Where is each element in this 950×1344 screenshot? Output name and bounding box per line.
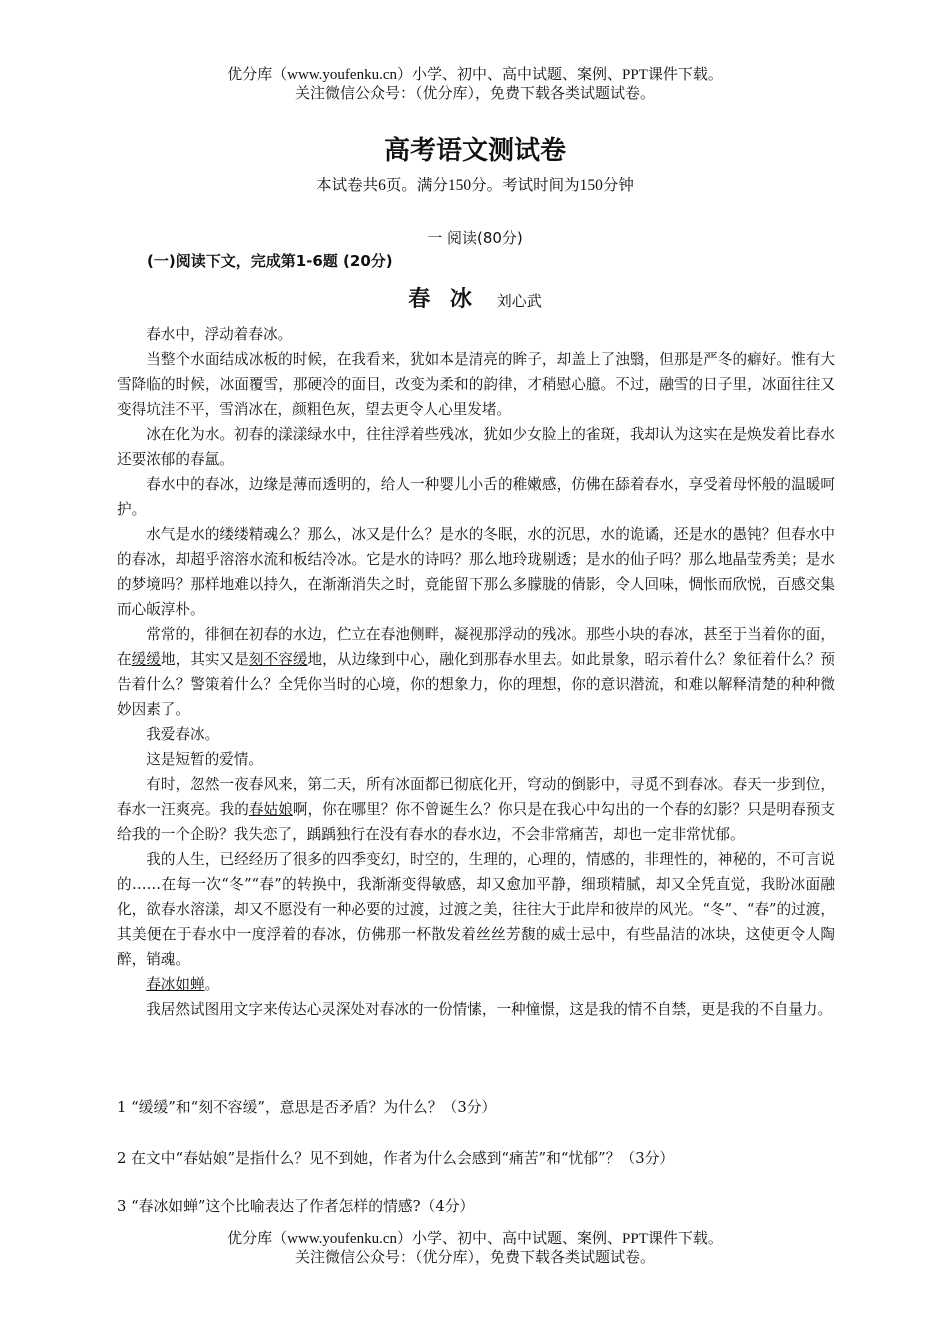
paragraph-text: 常常的，徘徊在初春的水边，伫立在春池侧畔，凝视那浮动的残冰。那些小块的春冰，甚至于当着你的面，在 (117, 626, 835, 668)
paragraph: 春水中的春冰，边缘是薄而透明的，给人一种婴儿小舌的稚嫩感，仿佛在舔着春水，享受着母怀般的温暖呵护。 (117, 476, 835, 518)
underlined-phrase: 春冰如蝉 (146, 976, 205, 993)
paragraph: 当整个水面结成冰板的时候，在我看来，犹如本是清亮的眸子，却盖上了浊翳，但那是严冬的癖好。惟有大雪降临的时候，冰面覆雪，那硬冷的面目，改变为柔和的韵律，才稍慰心臆。不过，融雪的日子里，冰面往往又变得坑洼不平，雪消冰在，颜粗色灰，望去更令人心里发堵。 (117, 351, 835, 418)
paragraph-text: 地，其实又是 (160, 651, 249, 668)
footer-banner (0, 1230, 950, 1268)
header-line-2: 关注微信公众号：（优分库），免费下载各类试题试卷。 (294, 86, 655, 102)
question-3: 3 “春冰如蝉”这个比喻表达了作者怎样的情感?（4分） (117, 1198, 475, 1215)
article-body (117, 322, 835, 1022)
question-2: 2 在文中“春姑娘”是指什么？见不到她，作者为什么会感到“痛苦”和“忧郁”？（3分） (117, 1150, 675, 1167)
paragraph: 春水中，浮动着春冰。 (146, 326, 293, 343)
paragraph-text: 。 (204, 976, 220, 993)
paragraph: 水气是水的缕缕精魂么？那么，冰又是什么？是水的冬眠，水的沉思，水的诡谲，还是水的愚钝？但春水中的春冰，却超乎溶溶水流和板结冷冰。它是水的诗吗？那么地玲珑剔透；是水的仙子吗？那么地晶莹秀美；是水的梦境吗？那样地难以持久，在渐渐消失之时，竟能留下那么多朦胧的倩影，令人回味，惆怅而欣悦，百感交集而心皈淳朴。 (117, 526, 835, 618)
section-heading: 一 阅读(80分) (427, 229, 523, 247)
paragraph-text: 啊，你在哪里？你不曾诞生么？你只是在我心中勾出的一个春的幻影？只是明春预支给我的一个企盼？我失恋了，踽踽独行在没有春水的春水边，不会非常痛苦，却也一定非常忧郁。 (117, 801, 835, 843)
underlined-phrase: 春姑娘 (248, 801, 293, 818)
paragraph (117, 772, 835, 847)
footer-line-1: 优分库（www.youfenku.cn）小学、初中、高中试题、案例、PPT课件下载。 (227, 1231, 723, 1247)
article-author: 刘心武 (496, 292, 542, 310)
paragraph-text: 地，从边缘到中心，融化到那春水里去。如此景象，昭示着什么？象征着什么？预告着什么？警策着什么？全凭你当时的心境，你的想象力，你的理想，你的意识潜流，和难以解释清楚的种种微妙因素了。 (117, 651, 835, 718)
header-line-1: 优分库（www.youfenku.cn）小学、初中、高中试题、案例、PPT课件下载。 (227, 67, 723, 83)
underlined-phrase: 刻不容缓 (248, 651, 308, 668)
underlined-phrase: 缓缓 (131, 651, 161, 668)
section-instruction: (一)阅读下文，完成第1-6题 (20分) (147, 252, 393, 270)
paragraph: 这是短暂的爱情。 (146, 751, 263, 768)
question-1: 1 “缓缓”和“刻不容缓”，意思是否矛盾？为什么？（3分） (117, 1099, 497, 1116)
footer-line-2: 关注微信公众号：（优分库），免费下载各类试题试卷。 (294, 1250, 655, 1266)
exam-title: 高考语文测试卷 (383, 136, 566, 166)
paragraph (117, 622, 835, 722)
paragraph: 我居然试图用文字来传达心灵深处对春冰的一份情愫，一种憧憬，这是我的情不自禁，更是我的不自量力。 (146, 1001, 833, 1018)
article-heading (0, 286, 950, 315)
paragraph: 冰在化为水。初春的漾漾绿水中，往往浮着些残冰，犹如少女脸上的雀斑，我却认为这实在是焕发着比春水还要浓郁的春氲。 (117, 426, 835, 468)
paragraph: 我的人生，已经经历了很多的四季变幻，时空的，生理的，心理的，情感的，非理性的，神秘的，不可言说的……在每一次“冬”“春”的转换中，我渐渐变得敏感，却又愈加平静，细琐精腻，却又全凭直觉，我盼冰面融化，欲春水溶漾，却又不愿没有一种必要的过渡，过渡之美，往往大于此岸和彼岸的风光。“冬”、“春”的过渡，其美便在于春水中一度浮着的春冰，仿佛那一杯散发着丝丝芳馥的威士忌中，有些晶洁的冰块，这使更令人陶醉，销魂。 (117, 851, 835, 968)
paragraph: 我爱春冰。 (146, 726, 220, 743)
paragraph-text: 有时，忽然一夜春风来，第二天，所有冰面都已彻底化开，穹动的倒影中，寻觅不到春冰。春天一步到位，春水一汪爽亮。我的 (117, 776, 835, 818)
article-title: 春 冰 (408, 287, 478, 312)
header-banner (0, 66, 950, 104)
paragraph (117, 972, 835, 997)
exam-subtitle: 本试卷共6页。满分150分。考试时间为150分钟 (316, 177, 634, 194)
